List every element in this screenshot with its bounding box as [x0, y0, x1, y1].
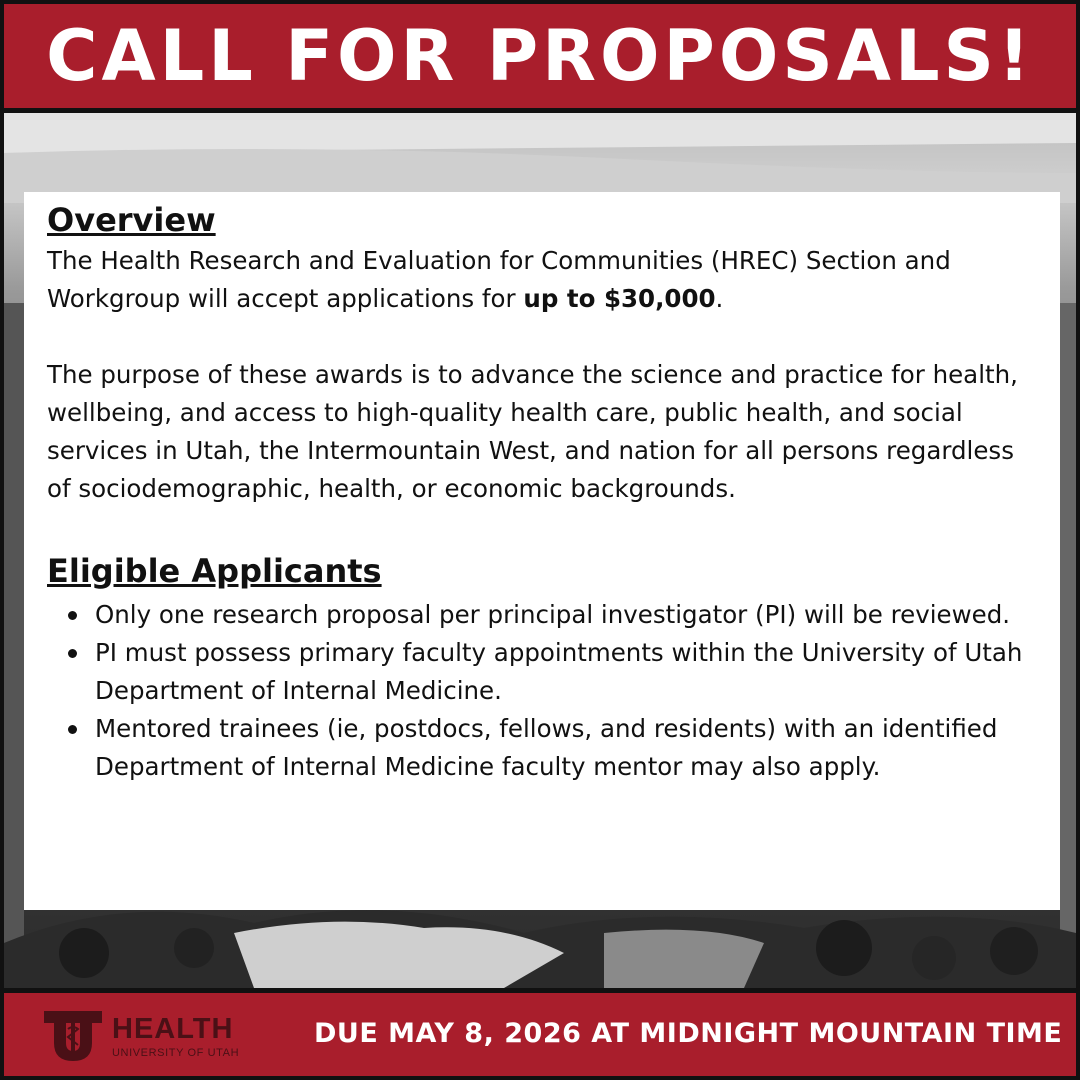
list-item-text: Only one research proposal per principal investigator (PI) will be reviewed. [95, 600, 1011, 629]
overview-period: . [715, 284, 724, 313]
bullet-icon [68, 725, 77, 734]
overview-paragraph-2: The purpose of these awards is to advance the science and practice for health, wellbeing, and access to high-quality health care, public health, and social services in Utah, the Intermountain West, and nation for all persons regardless of sociodemographic, health, or economic backgrounds. [47, 360, 1018, 503]
footer-banner [0, 988, 1080, 1080]
list-item [95, 710, 1038, 786]
list-item-text: PI must possess primary faculty appointments within the University of Utah Department of Internal Medicine. [95, 638, 1023, 705]
eligibility-list [47, 596, 1038, 786]
award-amount: up to $30,000 [523, 284, 716, 313]
logo-health-text: HEALTH [112, 1013, 234, 1045]
list-item [95, 634, 1038, 710]
university-u-icon [42, 1009, 104, 1063]
overview-paragraph-1 [47, 242, 1038, 318]
bullet-icon [68, 649, 77, 658]
header-banner [0, 0, 1080, 113]
bullet-icon [68, 611, 77, 620]
content-card [24, 192, 1060, 910]
overview-heading: Overview [47, 201, 216, 239]
page-title: CALL FOR PROPOSALS! [46, 15, 1034, 97]
due-date: DUE MAY 8, 2026 AT MIDNIGHT MOUNTAIN TIME [314, 1018, 1063, 1049]
university-health-logo [42, 1009, 252, 1069]
list-item [95, 596, 1038, 634]
overview-text: The Health Research and Evaluation for Communities (HREC) Section and Workgroup will accept applications for [47, 246, 951, 313]
list-item-text: Mentored trainees (ie, postdocs, fellows, and residents) with an identified Department of Internal Medicine faculty mentor may also apply. [95, 714, 998, 781]
logo-university-text: UNIVERSITY OF UTAH [112, 1047, 240, 1059]
eligible-heading: Eligible Applicants [47, 552, 382, 590]
